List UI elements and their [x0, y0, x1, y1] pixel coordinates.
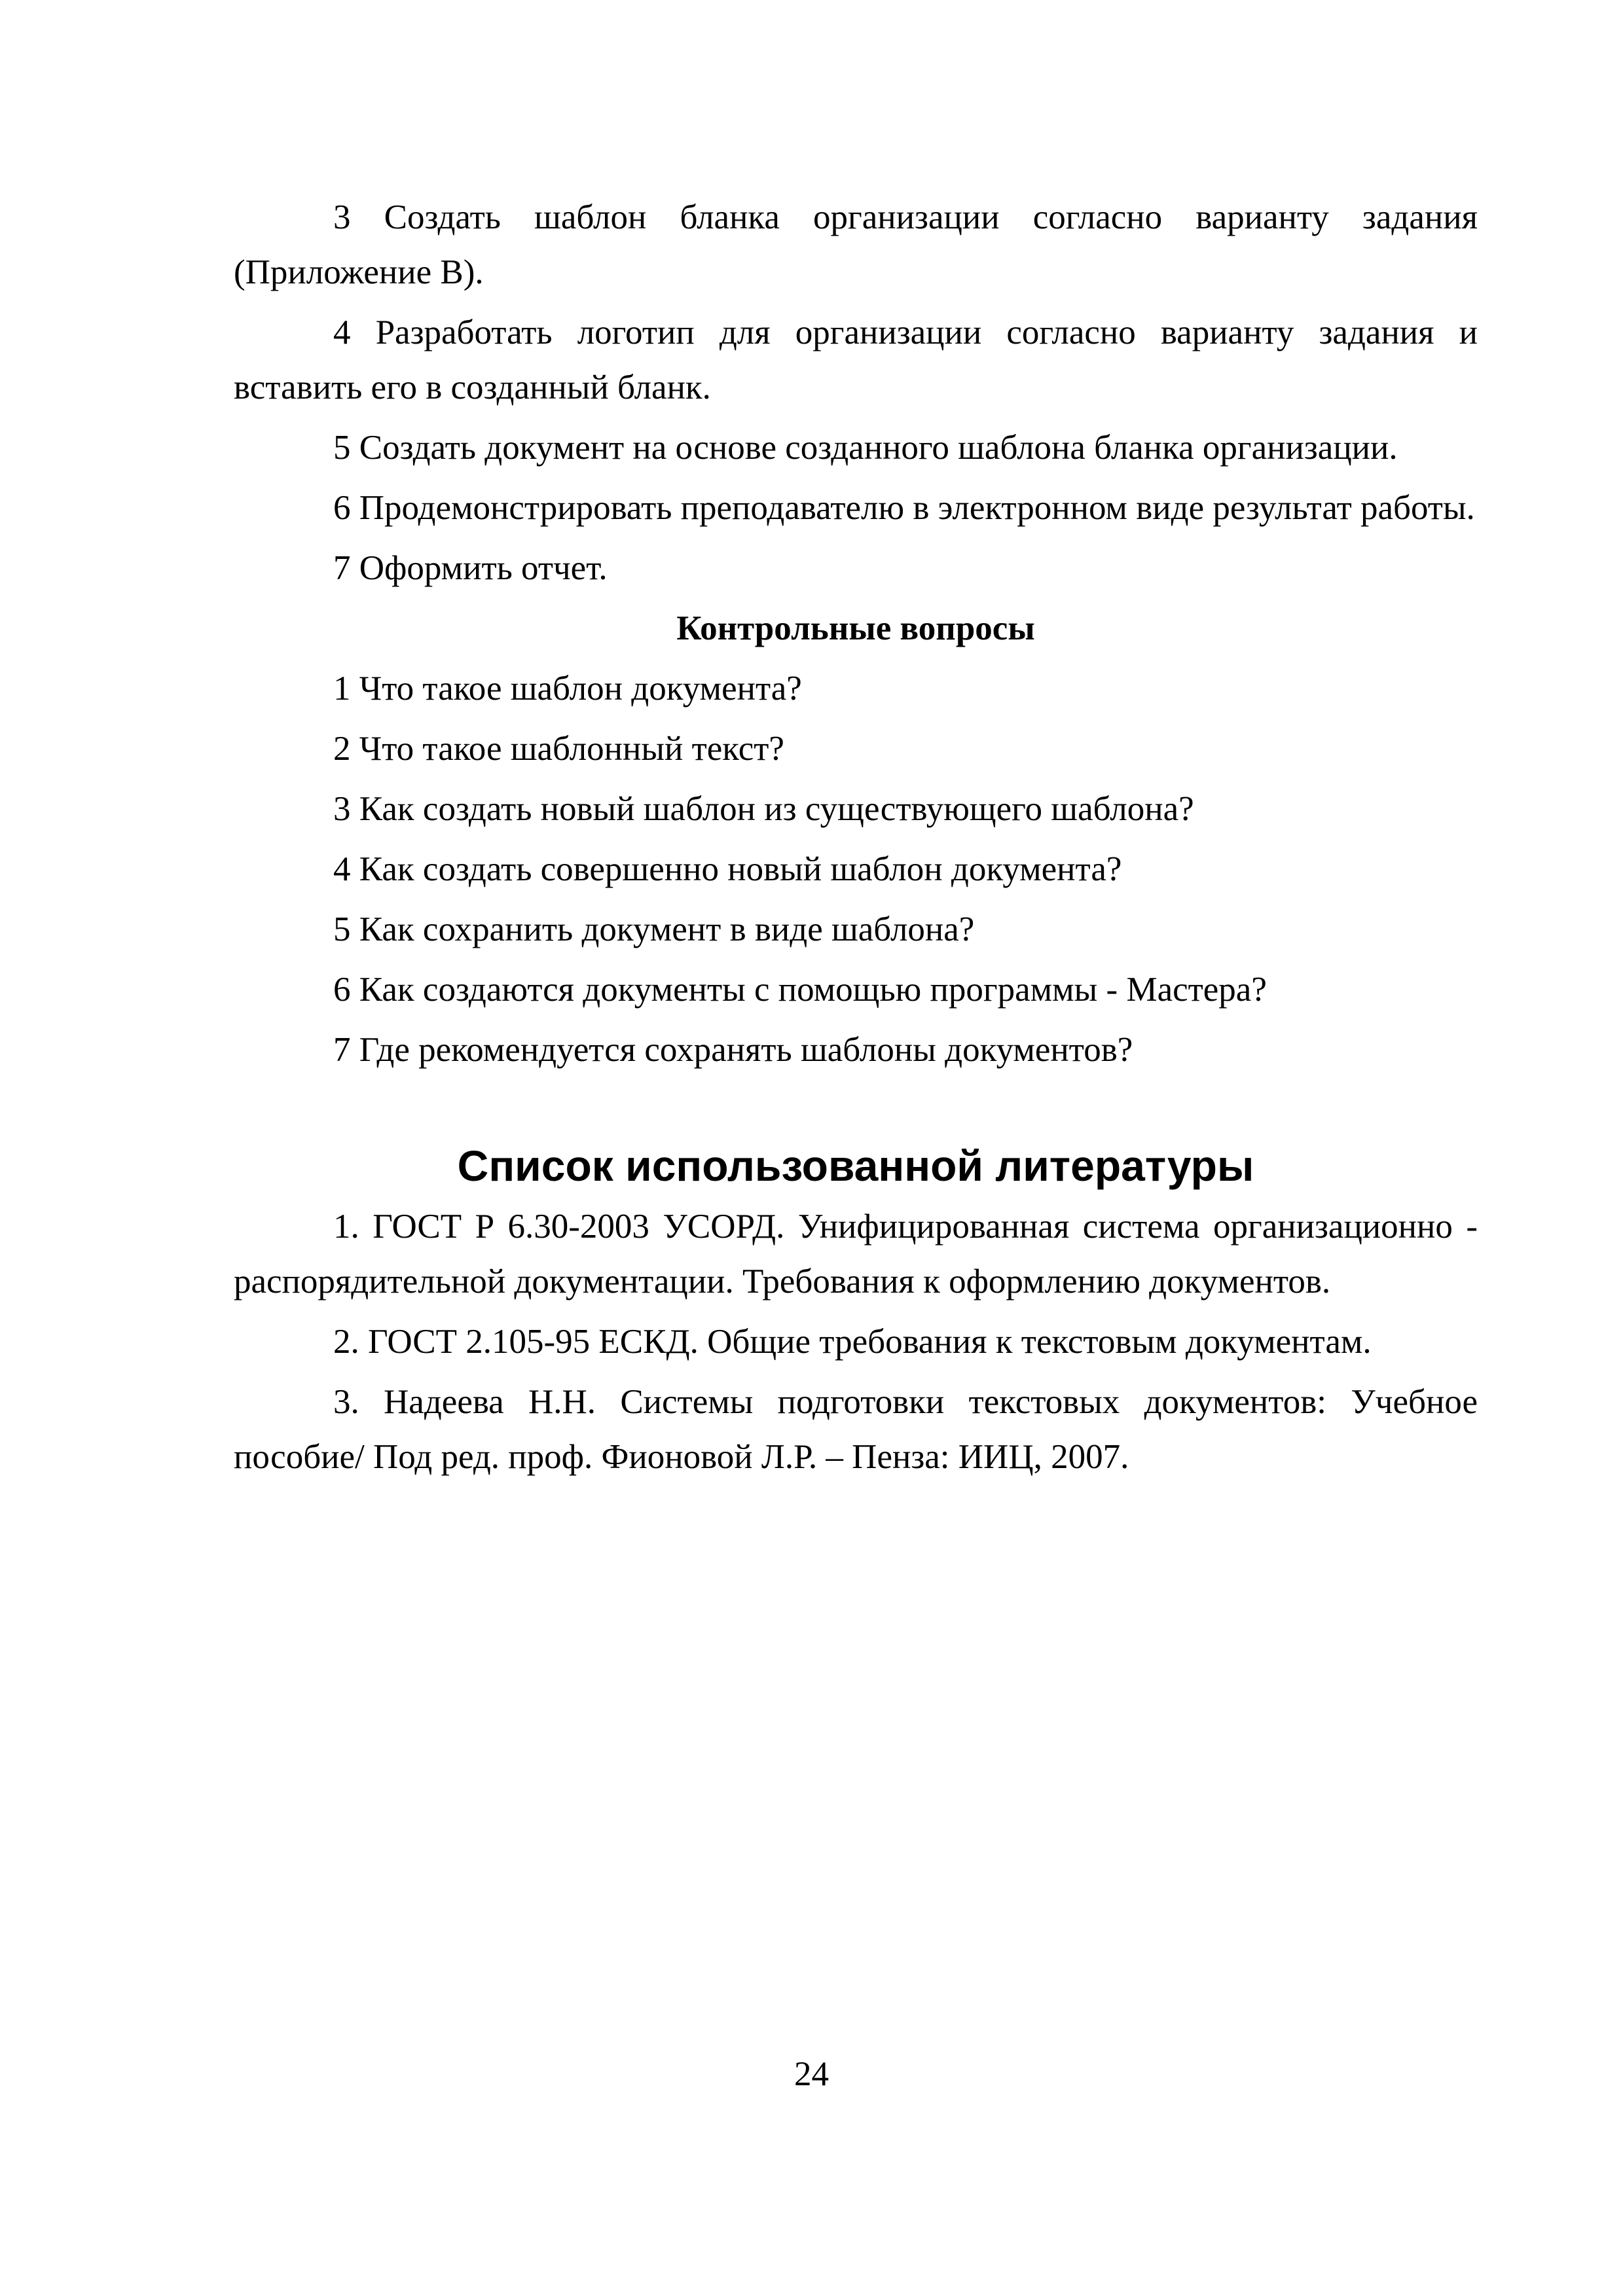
question-item: 2 Что такое шаблонный текст?	[333, 730, 784, 768]
question-item: 7 Где рекомендуется сохранять шаблоны документов?	[333, 1031, 1133, 1069]
page-content	[234, 190, 1478, 1490]
task-item: 6 Продемонстрировать преподавателю в электронном виде результат работы.	[333, 489, 1475, 527]
reference-item: 1. ГОСТ Р 6.30-2003 УСОРД. Унифицированная система организационно - распорядительной документации. Требования к оформлению документов.	[234, 1208, 1478, 1300]
page-number: 24	[794, 2055, 829, 2093]
task-item: 7 Оформить отчет.	[333, 549, 608, 587]
question-item: 5 Как сохранить документ в виде шаблона?	[333, 910, 975, 948]
task-item: 5 Создать документ на основе созданного шаблона бланка организации.	[333, 429, 1398, 467]
reference-item: 2. ГОСТ 2.105-95 ЕСКД. Общие требования к текстовым документам.	[333, 1323, 1372, 1361]
reference-item: 3. Надеева Н.Н. Системы подготовки текстовых документов: Учебное пособие/ Под ред. проф. Фионовой Л.Р. – Пенза: ИИЦ, 2007.	[234, 1383, 1478, 1476]
references-heading: Список использованной литературы	[457, 1141, 1254, 1190]
task-item: 4 Разработать логотип для организации согласно варианту задания и вставить его в созданный бланк.	[234, 314, 1478, 406]
question-item: 1 Что такое шаблон документа?	[333, 670, 802, 708]
question-item: 3 Как создать новый шаблон из существующего шаблона?	[333, 790, 1194, 828]
question-item: 4 Как создать совершенно новый шаблон документа?	[333, 850, 1122, 888]
task-item: 3 Создать шаблон бланка организации согласно варианту задания (Приложение В).	[234, 198, 1478, 291]
question-item: 6 Как создаются документы с помощью программы - Мастера?	[333, 971, 1267, 1009]
questions-heading: Контрольные вопросы	[676, 609, 1035, 647]
